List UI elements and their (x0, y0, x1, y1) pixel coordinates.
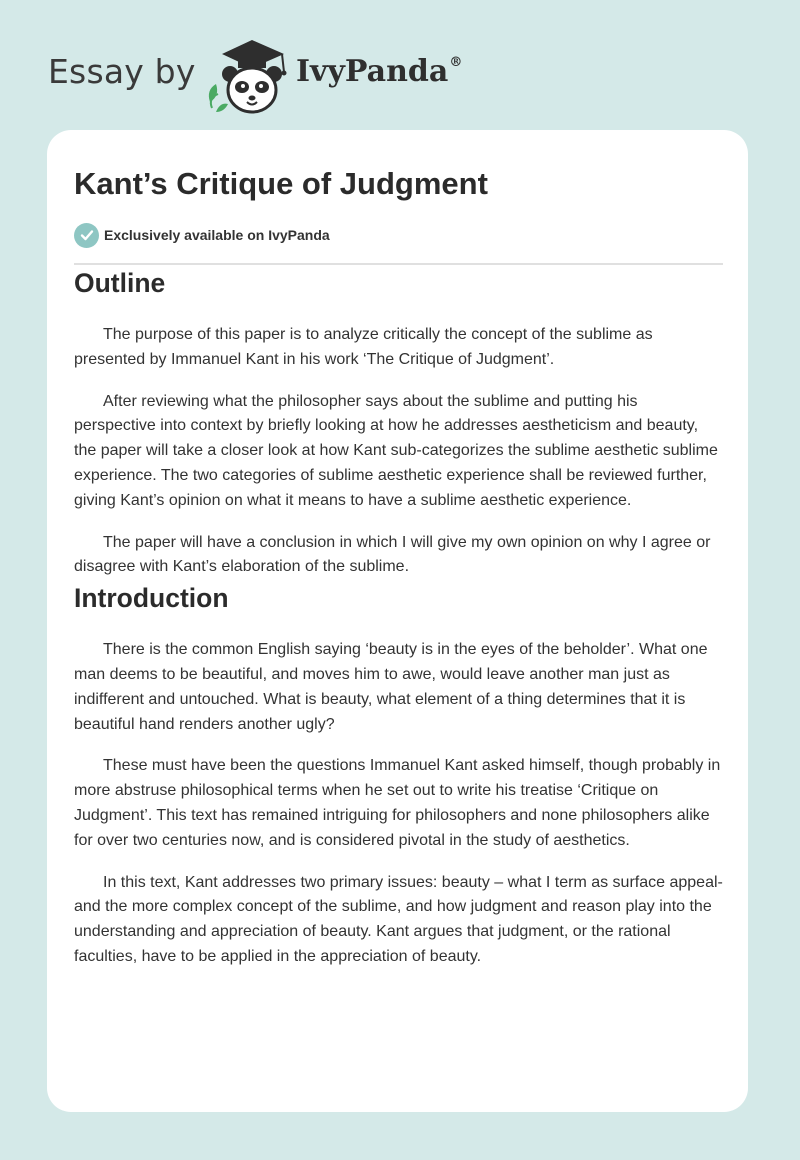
page-title: Kant’s Critique of Judgment (74, 166, 488, 201)
leaf-icon (209, 84, 228, 112)
paragraph: The paper will have a conclusion in which I will give my own opinion on why I agree or disagree with Kant’s elaboration of the sublime. (74, 533, 711, 576)
essay-content (74, 163, 723, 970)
paragraph: There is the common English saying ‘beauty is in the eyes of the beholder’. What one man deems to be beautiful, and moves him to awe, would leave another man just as indifferent and untouched. What is beauty, what element of a thing determines that it is beautiful hand renders another ugly? (74, 641, 708, 733)
panda-graduate-icon[interactable] (202, 38, 294, 116)
brand-name[interactable]: IvyPanda® (296, 54, 463, 89)
exclusive-badge (74, 222, 723, 248)
exclusive-badge-text: Exclusively available on IvyPanda (104, 227, 330, 243)
paragraph: The purpose of this paper is to analyze critically the concept of the sublime as presented by Immanuel Kant in his work ‘The Critique of Judgment’. (74, 326, 653, 368)
essay-by-label: Essay by (48, 52, 196, 91)
paragraph: These must have been the questions Immanuel Kant asked himself, though probably in more abstruse philosophical terms when he set out to write his treatise ‘Critique on Judgment’. This text has remained intriguing for philosophers and none philosophers alike for over two centuries now, and is considered pivotal in the study of aesthetics. (74, 757, 721, 849)
site-header (48, 30, 508, 114)
section-heading-introduction: Introduction (74, 583, 229, 614)
check-icon (74, 223, 99, 248)
essay-card (47, 130, 748, 1112)
paragraph: In this text, Kant addresses two primary issues: beauty – what I term as surface appeal- and the more complex concept of the sublime, and how judgment and reason play into the understanding and appreciation of beauty. Kant argues that judgment, or the rational faculties, have to be applied in the appreciation of beauty. (74, 873, 723, 965)
section-heading-outline: Outline (74, 268, 166, 298)
paragraph: After reviewing what the philosopher says about the sublime and putting his perspective into context by briefly looking at how he addresses aestheticism and beauty, the paper will take a closer look at how Kant sub-categorizes the sublime aesthetic sublime experience. The two categories of sublime aesthetic experience shall be reviewed further, giving Kant’s opinion on what it means to have a sublime aesthetic experience. (74, 392, 718, 509)
